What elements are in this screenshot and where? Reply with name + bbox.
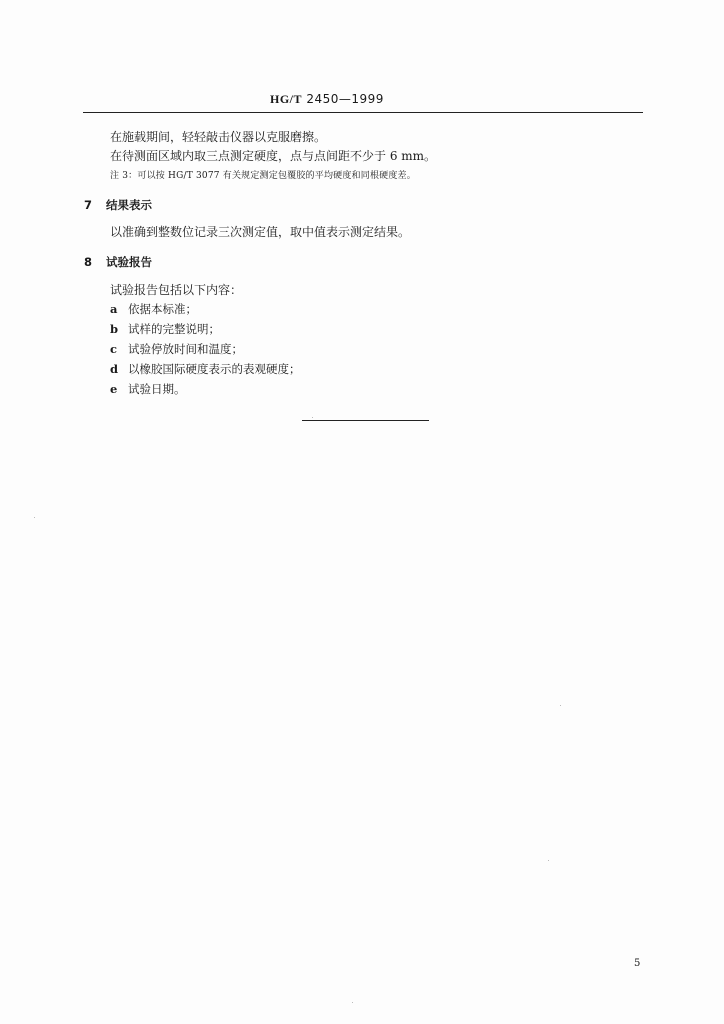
scan-speck <box>548 860 549 861</box>
note-3: 注 3：可以按 HG/T 3077 有关规定测定包覆胶的平均硬度和同根硬度差。 <box>110 171 416 181</box>
page-number: 5 <box>634 958 641 969</box>
end-of-standard-rule <box>302 420 429 421</box>
paragraph-measure-points: 在待测面区域内取三点测定硬度，点与点间距不少于 6 mm。 <box>110 149 437 163</box>
list-marker: a <box>110 302 118 316</box>
list-marker: e <box>110 382 118 396</box>
section-8-intro: 试验报告包括以下内容： <box>110 283 243 297</box>
standard-code-number: 2450—1999 <box>306 92 384 106</box>
paragraph-tapping: 在施载期间，轻轻敲击仪器以克服磨擦。 <box>110 130 327 144</box>
list-item <box>110 381 186 397</box>
list-item-text: 依据本标准； <box>128 302 197 316</box>
list-item <box>110 341 243 357</box>
scan-speck <box>312 417 313 418</box>
header-divider <box>83 112 643 113</box>
section-7-heading <box>84 197 152 213</box>
list-item-text: 试样的完整说明； <box>128 322 220 336</box>
section-7-title: 结果表示 <box>106 198 153 212</box>
list-marker: c <box>110 342 118 356</box>
list-item-text: 试验停放时间和温度； <box>128 342 243 356</box>
section-7-number: 7 <box>84 198 93 212</box>
list-item <box>110 361 301 377</box>
scan-speck <box>560 705 561 706</box>
section-8-number: 8 <box>84 255 93 269</box>
list-item-text: 以橡胶国际硬度表示的表观硬度； <box>128 362 301 376</box>
scan-speck <box>34 517 35 518</box>
scan-speck <box>352 1002 353 1003</box>
list-marker: d <box>110 362 119 376</box>
section-7-text: 以准确到整数位记录三次测定值，取中值表示测定结果。 <box>110 225 411 239</box>
list-marker: b <box>110 322 119 336</box>
list-item <box>110 321 220 337</box>
standard-code-prefix: HG/T <box>270 92 303 106</box>
list-item-text: 试验日期。 <box>128 382 186 396</box>
list-item <box>110 301 197 317</box>
section-8-title: 试验报告 <box>106 255 153 269</box>
standard-code-header <box>270 92 384 107</box>
section-8-heading <box>84 254 152 270</box>
